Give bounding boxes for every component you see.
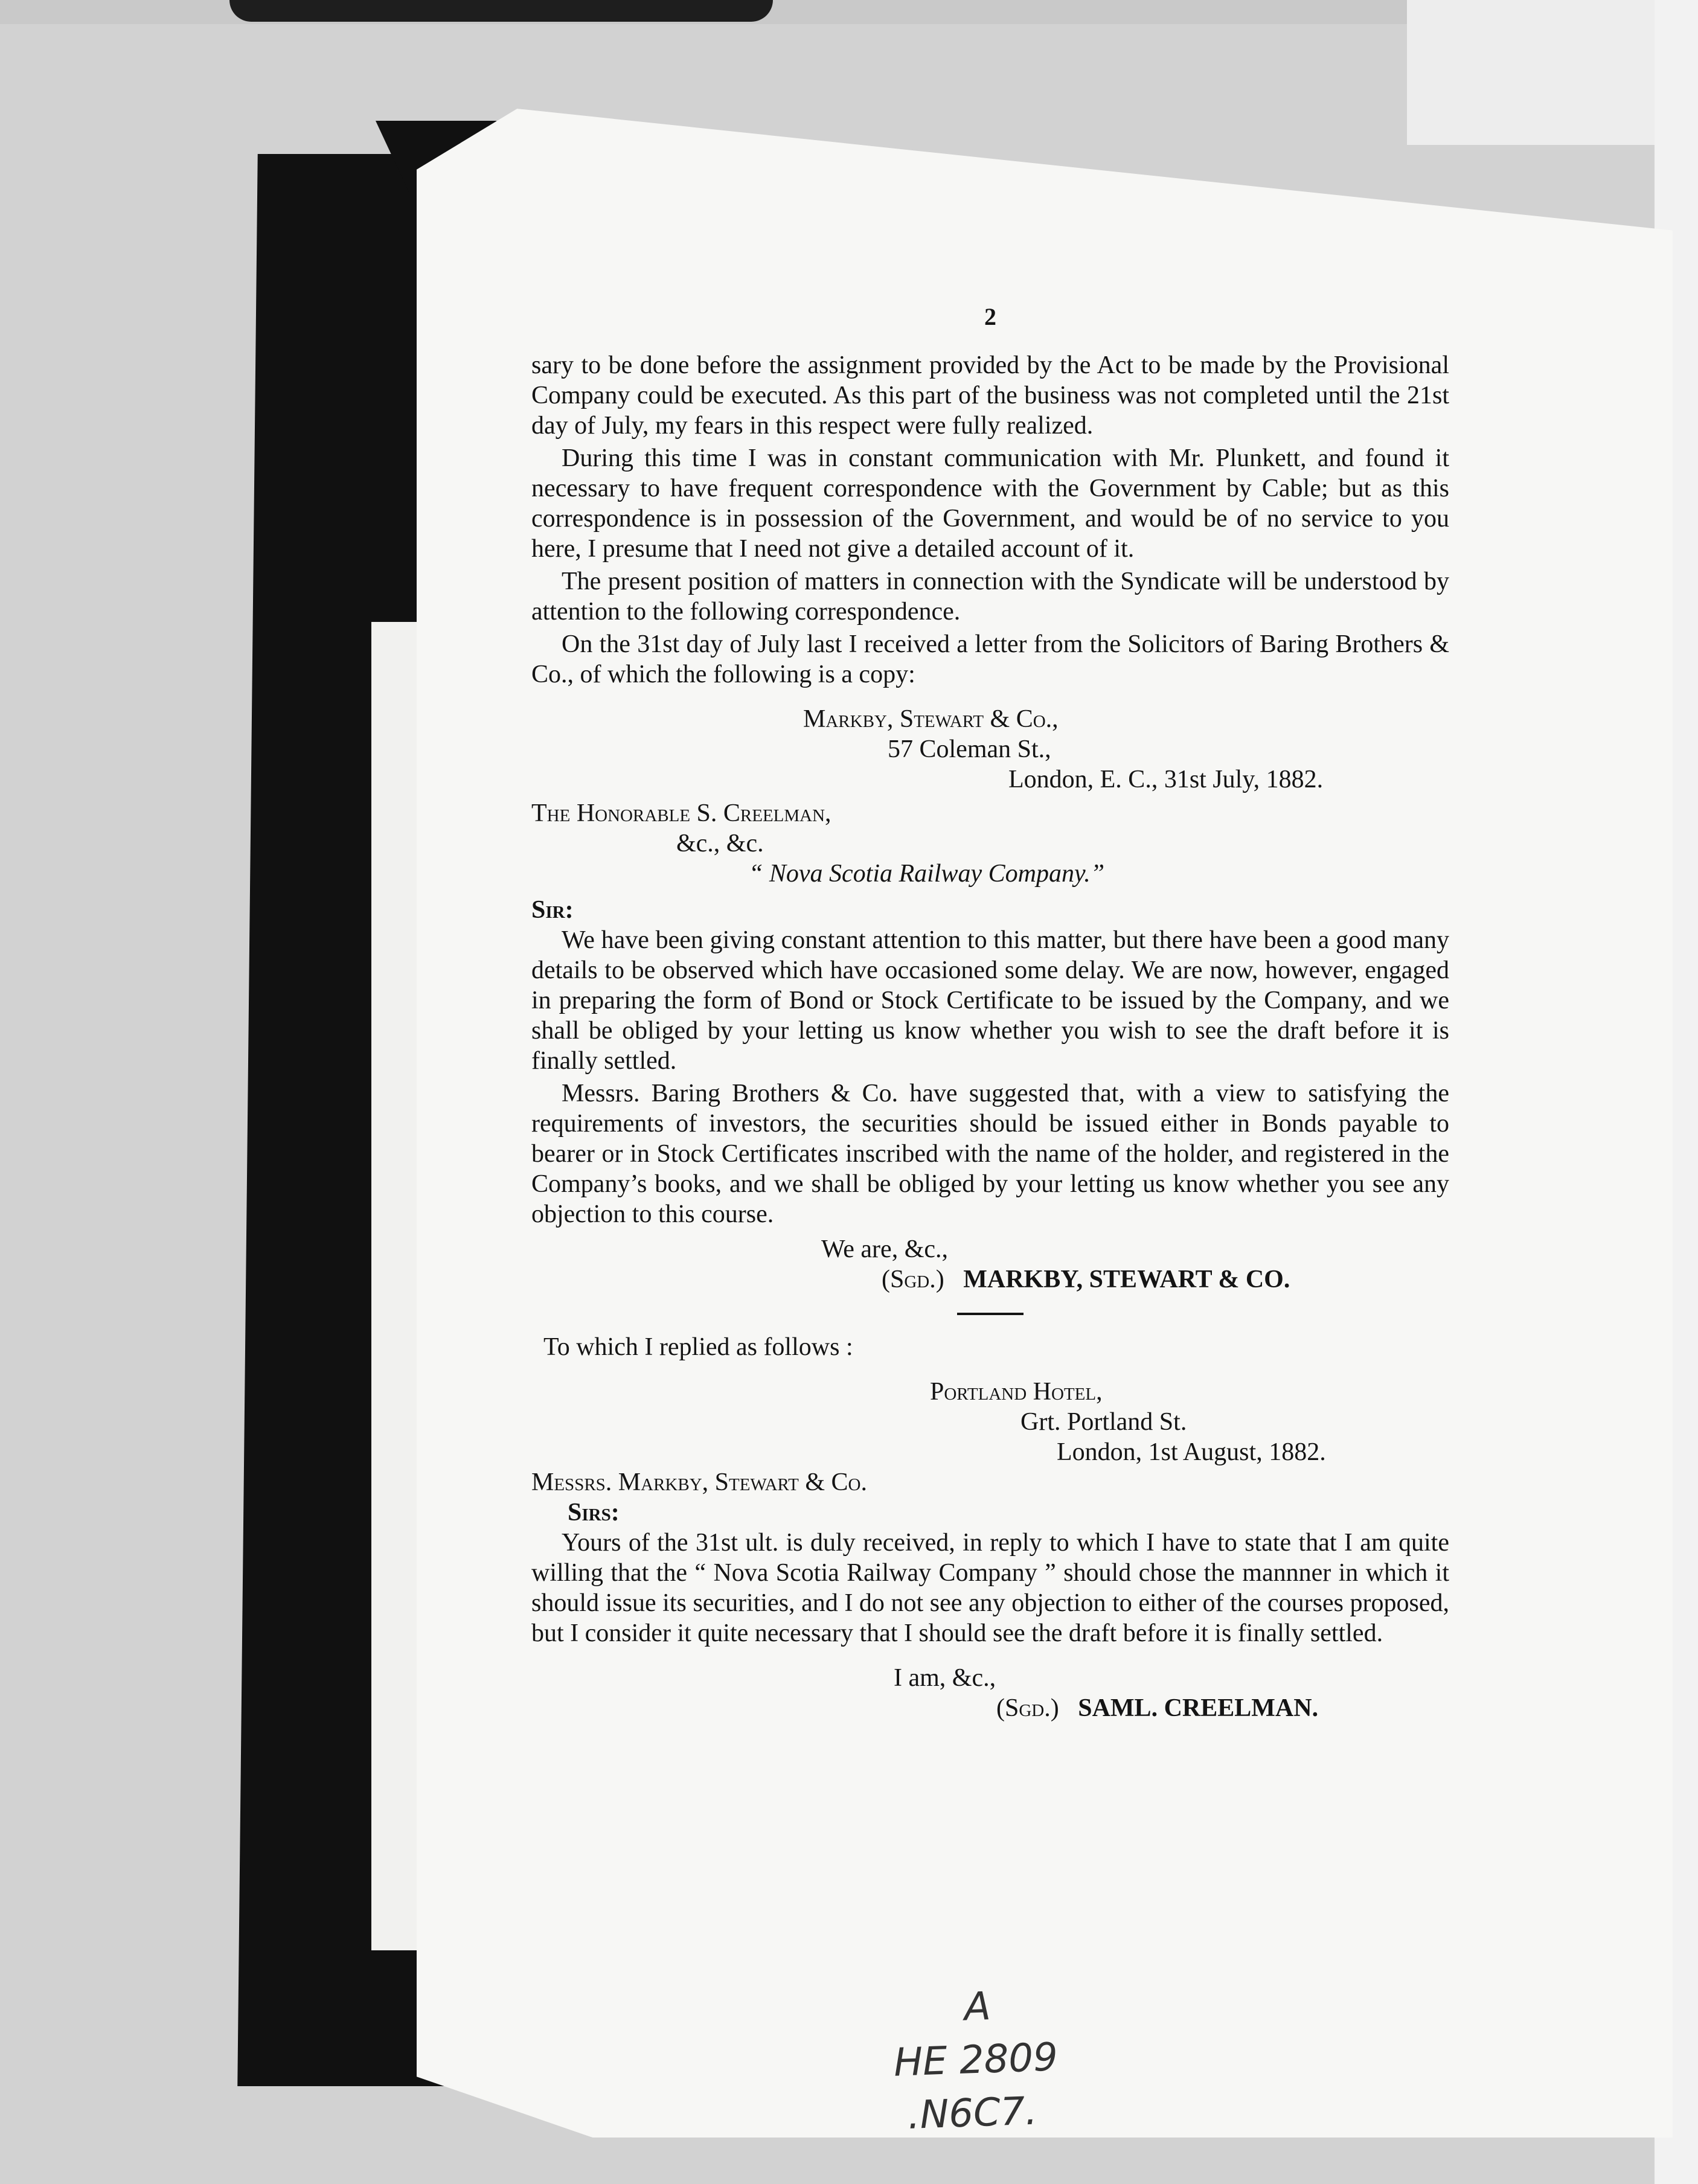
letter1-paragraph-1: We have been giving constant attention to this matter, but there have been a good many details to be observed which have occasioned some delay. We are now, however, engaged in preparing the form of Bond or Stock Certificate to be issued by the Company, and we shall be obliged by your letting us know whether you wish to see the draft before it is finally settled. <box>531 926 1449 1075</box>
letter1-heading <box>531 704 1449 795</box>
letter1-place-date: London, E. C., 31st July, 1882. <box>1008 766 1324 793</box>
call-number-line-2: HE 2809 <box>892 2035 1059 2086</box>
letter2-signature-line <box>531 1693 1449 1723</box>
call-number-line-1: A <box>963 1984 992 2030</box>
letter1-paragraph-2: Messrs. Baring Brothers & Co. have suggested that, with a view to satisfying the requirements of investors, the securities should be issued either in Bonds payable to bearer or in Stock Certificates inscribed with the name of the holder, and registered in the Company’s books, and we shall be obliged by your letting us know whether you see any objection to this course. <box>531 1080 1449 1228</box>
body-paragraph-3: The present position of matters in connection with the Syndicate will be understood by attention to the following correspondence. <box>531 568 1449 626</box>
letter1-sender: Markby, Stewart & Co., <box>803 705 1059 733</box>
section-divider <box>957 1313 1024 1315</box>
letter1-sgd: (Sgd.) <box>882 1266 944 1293</box>
page-content <box>531 302 1449 1723</box>
scan-dark-blot <box>229 0 773 22</box>
letter2-street: Grt. Portland St. <box>1020 1408 1187 1436</box>
letter1-street: 57 Coleman St., <box>888 735 1051 763</box>
letter1-signature-line <box>531 1264 1449 1295</box>
body-paragraph-1: sary to be done before the assignment provided by the Act to be made by the Provisional Company could be executed. As this part of the business was not completed until the 21st day of July, my fears in this respect were fully realized. <box>531 351 1449 440</box>
body-paragraph-4: On the 31st day of July last I received a letter from the Solicitors of Baring Brothers & Co., of which the following is a copy: <box>531 630 1449 688</box>
call-number-line-3: .N6C7. <box>906 2089 1038 2138</box>
reply-intro: To which I replied as follows : <box>543 1333 853 1361</box>
letter2-signature: SAML. CREELMAN. <box>1078 1694 1319 1722</box>
letter2-sgd: (Sgd.) <box>996 1694 1059 1722</box>
letter1-addressee-etc: &c., &c. <box>676 830 764 857</box>
handwritten-call-number <box>891 1977 1060 2142</box>
letter2-sender: Portland Hotel, <box>930 1378 1103 1406</box>
letter1-subject: “ Nova Scotia Railway Company.” <box>749 860 1105 888</box>
letter1-salutation: Sir: <box>531 896 574 924</box>
letter1-signature: MARKBY, STEWART & CO. <box>963 1266 1290 1293</box>
page-number: 2 <box>984 303 996 330</box>
letter2-addressee: Messrs. Markby, Stewart & Co. <box>531 1468 867 1496</box>
letter2-paragraph-1: Yours of the 31st ult. is duly received, in reply to which I have to state that I am quite willing that the “ Nova Scotia Railway Company ” should chose the mannner in which it should issue its securities, and I do not see any objection to either of the courses proposed, but I consider it quite necessary that I should see the draft before it is finally settled. <box>531 1529 1449 1647</box>
letter2-place-date: London, 1st August, 1882. <box>1057 1438 1326 1466</box>
letter2-heading <box>531 1377 1449 1467</box>
letter2-salutation: Sirs: <box>568 1499 620 1526</box>
letter1-closing: We are, &c., <box>821 1235 948 1263</box>
letter2-closing: I am, &c., <box>894 1664 996 1692</box>
body-paragraph-2: During this time I was in constant communication with Mr. Plunkett, and found it necessary to have frequent correspondence with the Government by Cable; but as this correspondence is in possession of the Government, and would be of no service to you here, I presume that I need not give a detailed account of it. <box>531 444 1449 563</box>
letter1-addressee: The Honorable S. Creelman, <box>531 799 831 827</box>
